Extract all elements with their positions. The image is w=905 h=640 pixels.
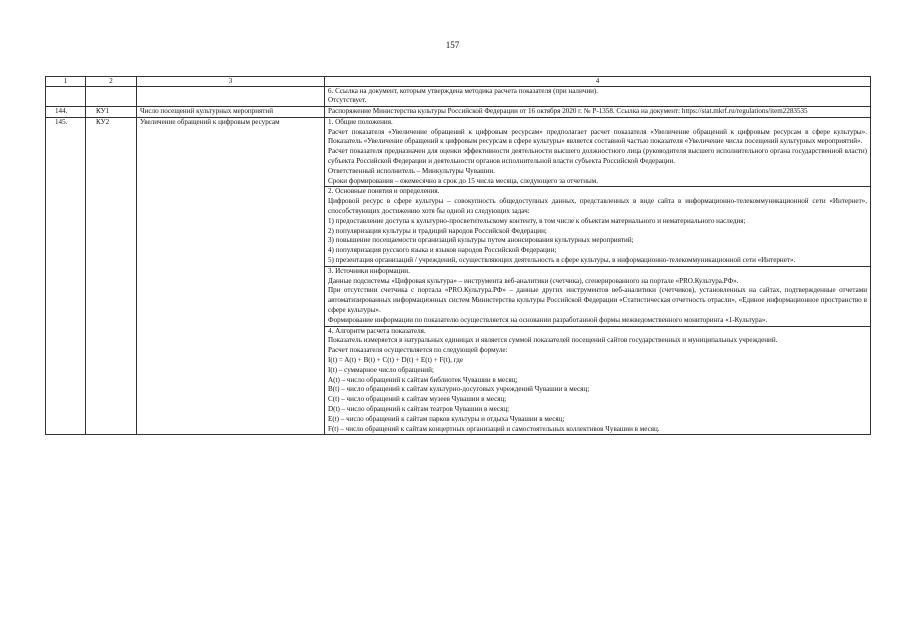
paragraph: 2) популяризация культуры и традиций народов Российской Федерации; — [328, 226, 547, 235]
section-algorithm — [325, 326, 871, 435]
table-row — [46, 326, 871, 435]
prev-row-cell — [325, 86, 871, 107]
formula-term: I(t) – суммарное число обращений; — [328, 365, 434, 374]
formula-term: A(t) – число обращений к сайтам библиотек Чувашии в месяц; — [328, 375, 518, 384]
section-general — [325, 117, 871, 187]
formula-term: E(t) – число обращений к сайтам парков культуры и отдыха Чувашии в месяц; — [328, 414, 565, 423]
header-col-4: 4 — [325, 77, 871, 87]
row-number: 144. — [46, 107, 86, 118]
formula-term: F(t) – число обращений к сайтам концертных организаций и самостоятельных коллективов Чувашии в месяц. — [328, 424, 660, 433]
row-number: 145. — [46, 117, 86, 187]
row-code: КУ1 — [86, 107, 137, 118]
header-col-2: 2 — [86, 77, 137, 87]
formula-term: D(t) – число обращений к сайтам театров Чувашии в месяц; — [328, 405, 510, 413]
paragraph: 3) повышение посещаемости организаций культуры путем анонсирования культурных мероприятий; — [328, 236, 634, 245]
table-row — [46, 117, 871, 187]
prev-row-line: Отсутствует. — [328, 96, 367, 105]
formula: I(t) = A(t) + B(t) + C(t) + D(t) + E(t) + F(t), где — [328, 356, 463, 365]
formula-term: B(t) – число обращений к сайтам культурно-досуговых учреждений Чувашии в месяц; — [328, 385, 590, 394]
paragraph: Расчет показателя «Увеличение обращений к цифровым ресурсам» предполагает расчет показателя «Увеличение обращений к цифровым ресурсам в сфере культуры». Показатель «Увеличение обращений к цифровым ресурсам в сфере культуры» является составной частью показателя «Увеличение числа посещений культурных мероприятий». — [328, 127, 867, 146]
paragraph: 1. Общие положения. — [328, 117, 393, 126]
table-row — [46, 107, 871, 118]
header-col-1: 1 — [46, 77, 86, 87]
indicator-name: Число посещений культурных мероприятий — [137, 107, 325, 118]
indicator-table — [45, 76, 871, 435]
paragraph: 4) популяризация русского языка и языков народов Российской Федерации; — [328, 246, 557, 255]
paragraph: Цифровой ресурс в сфере культуры – совокупность общедоступных данных, представленных в виде сайта в информационно-телекоммуникационной сети «Интернет», способствующих достижению хотя бы одной из следующих задач: — [328, 197, 867, 216]
paragraph: Формирование информации по показателю осуществляется на основании разработанной формы межведомственного мониторинга «1-Культура». — [328, 315, 768, 324]
paragraph: Данные подсистемы «Цифровая культура» – инструмента веб-аналитики (счетчика), сгенерированного на портале «PRO.Культура.РФ». — [328, 276, 739, 285]
paragraph: Сроки формирования – ежемесячно в срок до 15 числа месяца, следующего за отчетным. — [328, 176, 599, 185]
paragraph: Расчет показателя осуществляется по следующей формуле: — [328, 346, 508, 355]
section-sources — [325, 266, 871, 326]
page-number: 157 — [445, 40, 460, 50]
section-definitions — [325, 187, 871, 266]
paragraph: Расчет показателя предназначен для оценки эффективности деятельности высшего должностного лица (руководителя высшего исполнительного органа государственной власти) субъекта Российской Федерации и деятельности органов исполнительной власти субъекта Российской Федерации. — [328, 147, 867, 166]
header-col-3: 3 — [137, 77, 325, 87]
indicator-name: Увеличение обращений к цифровым ресурсам — [137, 117, 325, 187]
table-header-row — [46, 77, 871, 87]
formula-term: C(t) – число обращений к сайтам музеев Чувашии в месяц; — [328, 395, 507, 404]
paragraph: 4. Алгоритм расчета показателя. — [328, 326, 426, 335]
table-row — [46, 187, 871, 266]
paragraph: 1) предоставление доступа к культурно-просветительскому контенту, в том числе к объектам материального и нематериального наследия; — [328, 216, 746, 225]
paragraph: Показатель измеряется в натуральных единицах и является суммой показателей посещений сайтов государственных и муниципальных учреждений. — [328, 336, 778, 345]
table-row — [46, 266, 871, 326]
paragraph: При отсутствии счетчика с портала «PRO.Культура.РФ» – данные других инструментов веб-аналитики (счетчиков), установленных на сайтах, подтвержденные отчетами автоматизированных информационных систем Министерства культуры Российской Федерации «Статистическая отчетность отрасли», «Единое информационное пространство в сфере культуры». — [328, 286, 867, 315]
indicator-description: Распоряжение Министерства культуры Российской Федерации от 16 октября 2020 г. № Р-1358. Ссылка на документ: https://stat.mkrf.ru/regulations/item2283535 — [325, 107, 871, 118]
paragraph: 2. Основные понятия и определения. — [328, 187, 440, 196]
row-code: КУ2 — [86, 117, 137, 187]
paragraph: Ответственный исполнитель – Минкультуры Чувашии. — [328, 166, 495, 175]
paragraph: 5) презентация организаций / учреждений, осуществляющих деятельность в сфере культуры, в информационно-телекоммуникационной сети «Интернет». — [328, 256, 796, 265]
table-row — [46, 86, 871, 107]
prev-row-line: 6. Ссылка на документ, которым утверждена методика расчета показателя (при наличии). — [328, 86, 599, 95]
paragraph: 3. Источники информации. — [328, 266, 410, 275]
